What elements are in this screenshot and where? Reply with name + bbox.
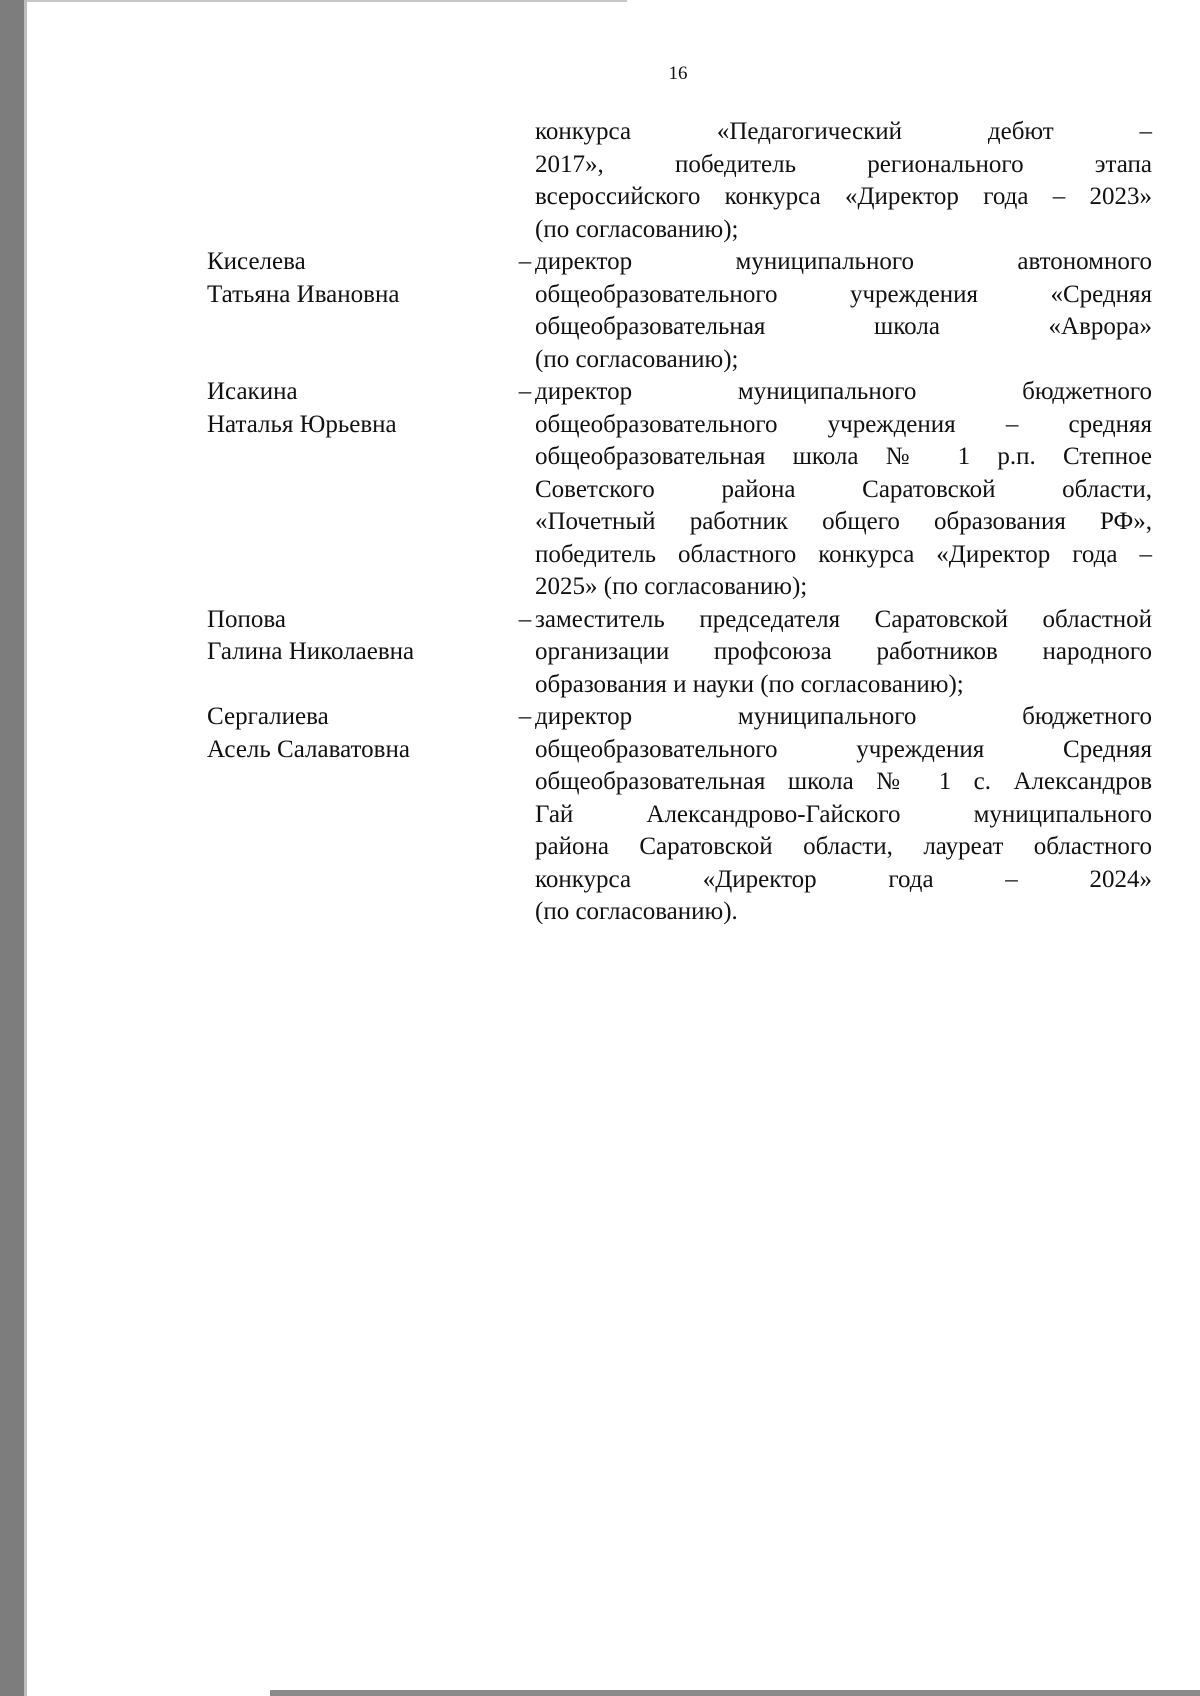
member-description — [535, 701, 1152, 929]
description-line: победитель областного конкурса «Директор года – — [535, 540, 1152, 568]
member-surname: Попова — [207, 605, 287, 633]
scan-margin-left-edge — [24, 0, 27, 1696]
description-line: организации профсоюза работников народного — [535, 638, 1152, 665]
member-name — [207, 376, 467, 441]
continuation-description — [535, 116, 1152, 246]
description-line: общеобразовательная школа «Аврора» — [535, 313, 1152, 340]
member-description — [535, 246, 1152, 376]
description-line: Советского района Саратовской области, — [535, 475, 1152, 503]
description-line: Гай Александрово-Гайского муниципального — [535, 800, 1152, 828]
description-line: директор муниципального автономного — [535, 248, 1152, 275]
description-line: общеобразовательного учреждения Средняя — [535, 735, 1152, 763]
member-description — [535, 376, 1152, 604]
member-given-names: Татьяна Ивановна — [207, 280, 400, 308]
description-line: директор муниципального бюджетного — [535, 378, 1152, 405]
member-name — [207, 604, 467, 669]
scan-margin-left — [0, 0, 24, 1696]
member-given-names: Галина Николаевна — [207, 638, 415, 665]
member-entry — [207, 701, 1152, 929]
member-list — [207, 116, 1152, 929]
description-line: 2017», победитель регионального этапа — [535, 150, 1152, 178]
description-line: (по согласованию); — [535, 215, 739, 243]
description-line: конкурса «Директор года – 2024» — [535, 865, 1152, 893]
description-line: (по согласованию). — [535, 898, 738, 925]
member-entry — [207, 246, 1152, 376]
member-surname: Исакина — [207, 378, 298, 405]
description-line: (по согласованию); — [535, 345, 739, 373]
member-given-names: Наталья Юрьевна — [207, 410, 397, 438]
member-surname: Сергалиева — [207, 703, 329, 730]
description-line: всероссийского конкурса «Директор года – 2023» — [535, 183, 1152, 210]
member-given-names: Асель Салаватовна — [207, 735, 410, 763]
description-line: образования и науки (по согласованию); — [535, 670, 964, 698]
description-line: общеобразовательного учреждения – средняя — [535, 410, 1152, 438]
member-entry — [207, 604, 1152, 702]
description-line: «Почетный работник общего образования РФ», — [535, 508, 1152, 535]
description-line: заместитель председателя Саратовской областной — [535, 605, 1152, 633]
page-number: 16 — [668, 63, 688, 84]
description-line: общеобразовательная школа № 1 р.п. Степное — [535, 443, 1152, 470]
description-line: директор муниципального бюджетного — [535, 703, 1152, 730]
description-line: района Саратовской области, лауреат областного — [535, 833, 1152, 860]
entry-dash: – — [518, 378, 532, 405]
scan-margin-top — [27, 0, 627, 2]
entry-dash: – — [518, 248, 532, 275]
member-name — [207, 246, 467, 311]
member-surname: Киселева — [207, 248, 306, 275]
continuation-entry — [207, 116, 1152, 246]
member-name — [207, 701, 467, 766]
description-line: общеобразовательная школа № 1 с. Александров — [535, 768, 1152, 795]
member-description — [535, 604, 1152, 702]
member-entry — [207, 376, 1152, 604]
scan-margin-bottom — [270, 1690, 1200, 1696]
description-line: конкурса «Педагогический дебют – — [535, 118, 1152, 145]
entry-dash: – — [518, 605, 532, 633]
description-line: 2025» (по согласованию); — [535, 573, 808, 600]
description-line: общеобразовательного учреждения «Средняя — [535, 280, 1152, 308]
entry-dash: – — [518, 703, 532, 730]
